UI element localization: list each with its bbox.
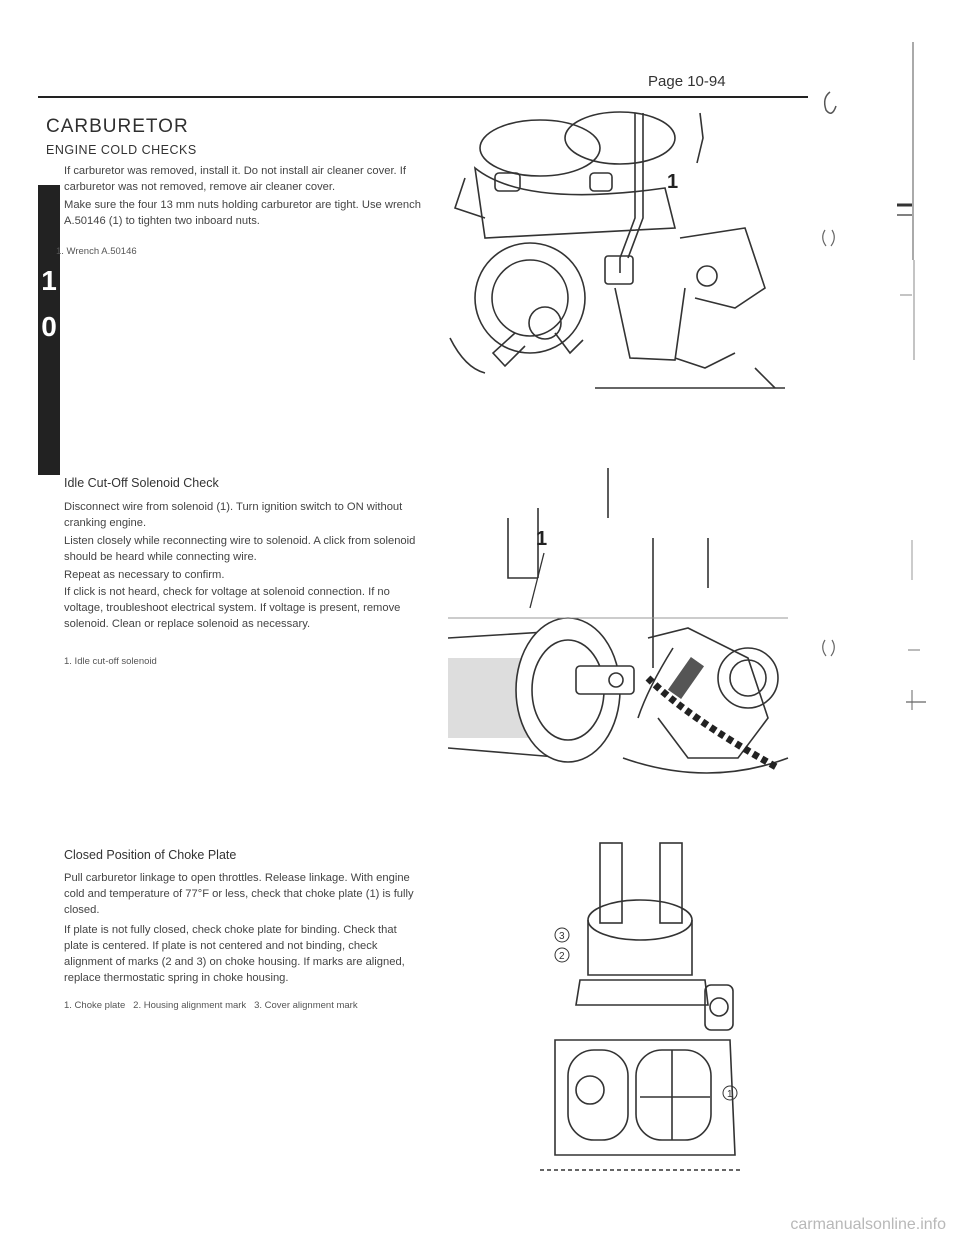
figure3-callouts (555, 928, 737, 1100)
margin-binding-marks (820, 40, 940, 1180)
chapter-tab (38, 185, 60, 475)
section-subtitle: ENGINE COLD CHECKS (46, 143, 197, 157)
block2-paragraph-2: Listen closely while reconnecting wire to solenoid. A click from solenoid should be heard while connecting wire. (64, 535, 416, 563)
choke-plate-figure (540, 835, 750, 1185)
block2-paragraph-3: Repeat as necessary to confirm. (64, 569, 225, 581)
block3-caption: 1. Choke plate 2. Housing alignment mark 3. Cover alignment mark (64, 1000, 358, 1011)
carburetor-wrench-figure (445, 108, 790, 408)
block2-paragraph-4: If click is not heard, check for voltage at solenoid connection. If no voltage, troubleshoot electrical system. If voltage is present, remove solenoid. Clean or replace solenoid as necessary. (64, 586, 401, 630)
solenoid-figure (448, 458, 798, 778)
block2-heading: Idle Cut-Off Solenoid Check (64, 476, 219, 490)
block1-paragraph-2: Make sure the four 13 mm nuts holding carburetor are tight. Use wrench A.50146 (1) to tighten two inboard nuts. (64, 199, 421, 227)
figure3-callout-2: 2 (559, 951, 565, 962)
block3-paragraph-1: Pull carburetor linkage to open throttles. Release linkage. With engine cold and temperature of 77°F or less, check that choke plate (1) is fully closed. (64, 872, 414, 916)
chapter-digit-2: 0 (41, 311, 57, 342)
figure1-callout: 1 (667, 171, 679, 193)
block2-caption: 1. Idle cut-off solenoid (64, 656, 157, 667)
block2-paragraph-1: Disconnect wire from solenoid (1). Turn ignition switch to ON without cranking engine. (64, 501, 403, 529)
page-number: Page 10-94 (648, 73, 726, 90)
block3-paragraph-2: If plate is not fully closed, check choke plate for binding. Check that plate is centered. If plate is not centered and not binding, check alignment of marks (2 and 3) on choke housing. If marks are aligned, replace thermostatic spring in choke housing. (64, 924, 405, 984)
block1-caption: 1. Wrench A.50146 (56, 246, 137, 257)
section-title: CARBURETOR (46, 116, 189, 137)
figure2-callout: 1 (536, 528, 548, 550)
chapter-digit-1: 1 (41, 265, 57, 296)
watermark: carmanualsonline.info (790, 1216, 946, 1233)
figure3-callout-1: 1 (727, 1089, 733, 1100)
block3-heading: Closed Position of Choke Plate (64, 848, 237, 862)
figure3-callout-3: 3 (559, 931, 565, 942)
block1-paragraph-1: If carburetor was removed, install it. Do not install air cleaner cover. If carburetor was not removed, remove air cleaner cover. (64, 165, 406, 193)
header-rule (38, 96, 808, 98)
